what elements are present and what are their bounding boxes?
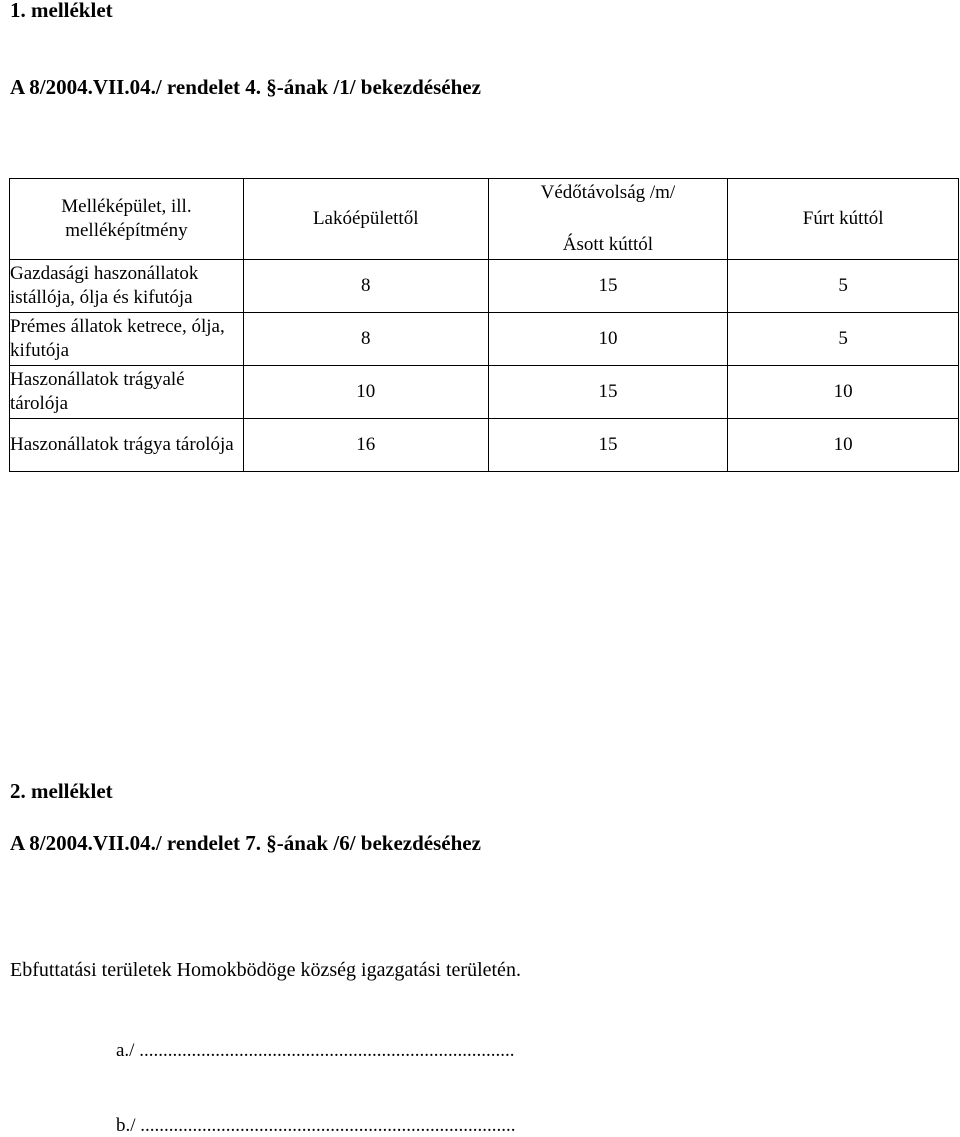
row-category: Haszonállatok trágyalé tárolója [10,366,244,419]
list-item-a: a./ ............................................................................... [116,1040,515,1061]
row-dug-well-distance: 15 [488,260,728,313]
annex-2-reference: A 8/2004.VII.04./ rendelet 7. §-ának /6/ bekezdéséhez [10,831,481,855]
header-residential: Lakóépülettől [243,179,488,260]
annex-1-reference: A 8/2004.VII.04./ rendelet 4. §-ának /1/ bekezdéséhez [10,75,481,99]
header-dug-well: Ásott kúttól [562,234,654,255]
row-residential-distance: 10 [243,366,488,419]
row-drilled-well-distance: 10 [728,419,959,472]
table-row [10,260,959,313]
row-drilled-well-distance: 10 [728,366,959,419]
list-item-b: b./ ............................................................................... [116,1115,516,1136]
row-category: Prémes állatok ketrece, ólja, kifutója [10,313,244,366]
row-category: Gazdasági haszonállatok istállója, ólja és kifutója [10,260,244,313]
row-dug-well-distance: 15 [488,419,728,472]
header-drilled-well: Fúrt kúttól [728,179,959,260]
annex-1-title: 1. melléklet [10,0,113,22]
dog-run-areas-text: Ebfuttatási területek Homokbödöge község igazgatási területén. [10,959,521,981]
header-category: Melléképület, ill. melléképítmény [10,179,244,260]
row-drilled-well-distance: 5 [728,260,959,313]
annex-2-title: 2. melléklet [10,779,113,803]
row-residential-distance: 16 [243,419,488,472]
table-row [10,313,959,366]
row-category: Haszonállatok trágya tárolója [10,419,244,472]
row-dug-well-distance: 10 [488,313,728,366]
header-protection-distance: Védőtávolság /m/ [540,182,676,203]
table-row [10,419,959,472]
table-row [10,366,959,419]
header-distance-group [488,179,728,260]
table-header-row [10,179,959,260]
row-dug-well-distance: 15 [488,366,728,419]
row-residential-distance: 8 [243,313,488,366]
row-drilled-well-distance: 5 [728,313,959,366]
row-residential-distance: 8 [243,260,488,313]
protection-distance-table [9,178,959,472]
